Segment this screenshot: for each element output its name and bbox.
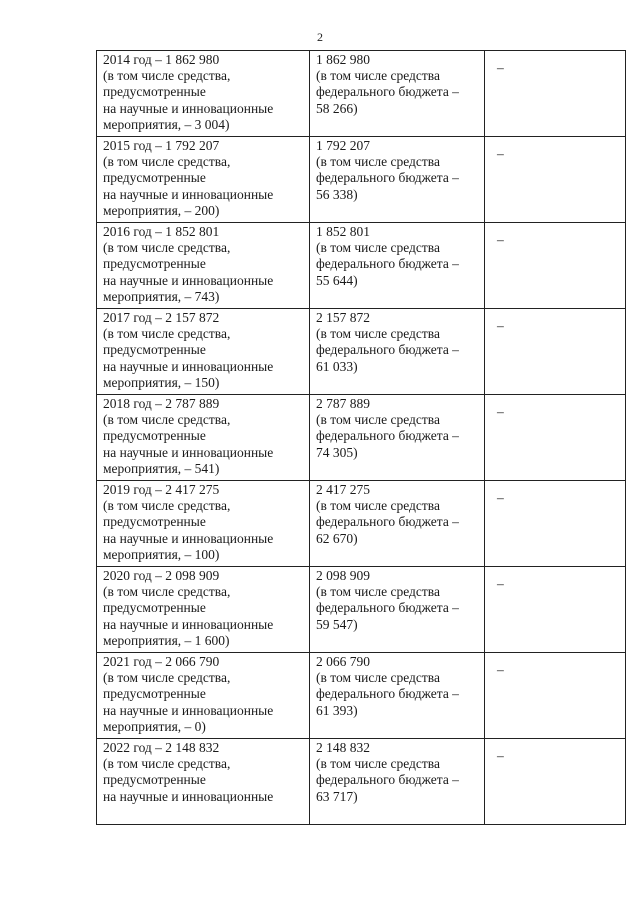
table-row (97, 137, 626, 223)
federal-budget-cell (310, 51, 485, 137)
year-total-cell (97, 481, 310, 567)
federal-budget-cell (310, 309, 485, 395)
federal-budget-line: (в том числе средства (316, 498, 440, 514)
year-total-line: на научные и инновационные (103, 616, 274, 632)
year-total-line: мероприятия, – 541) (103, 460, 220, 476)
other-source-cell (485, 739, 626, 825)
federal-budget-line: федерального бюджета – (316, 772, 459, 788)
dash-placeholder: – (497, 662, 504, 677)
year-total-line: предусмотренные (103, 686, 206, 702)
federal-budget-line: 59 547) (316, 616, 358, 632)
year-total-line: мероприятия, – 200) (103, 202, 220, 218)
year-total-line: 2016 год – 1 852 801 (103, 224, 220, 239)
year-total-line: предусмотренные (103, 256, 206, 272)
federal-budget-line: 61 393) (316, 702, 358, 718)
federal-budget-line: (в том числе средства (316, 412, 440, 428)
dash-placeholder: – (497, 60, 504, 75)
federal-budget-line: федерального бюджета – (316, 428, 459, 444)
dash-placeholder: – (497, 748, 504, 763)
budget-table (96, 50, 626, 825)
year-total-line: мероприятия, – 150) (103, 374, 220, 390)
other-source-cell (485, 395, 626, 481)
table-row (97, 567, 626, 653)
year-total-cell (97, 51, 310, 137)
federal-budget-line: 2 157 872 (316, 310, 370, 325)
year-total-line: (в том числе средства, (103, 584, 231, 600)
other-source-cell (485, 309, 626, 395)
year-total-line: (в том числе средства, (103, 68, 231, 84)
federal-budget-cell (310, 739, 485, 825)
dash-placeholder: – (497, 490, 504, 505)
year-total-line: 2022 год – 2 148 832 (103, 740, 220, 755)
table-row (97, 309, 626, 395)
table-body (97, 51, 626, 825)
year-total-line: на научные и инновационные (103, 272, 274, 288)
table-row (97, 223, 626, 309)
federal-budget-line: (в том числе средства (316, 756, 440, 772)
year-total-line: мероприятия, – 3 004) (103, 116, 230, 132)
federal-budget-line: 63 717) (316, 788, 358, 804)
federal-budget-cell (310, 395, 485, 481)
year-total-cell (97, 223, 310, 309)
federal-budget-line: федерального бюджета – (316, 686, 459, 702)
dash-placeholder: – (497, 146, 504, 161)
federal-budget-cell (310, 223, 485, 309)
year-total-line: 2014 год – 1 862 980 (103, 52, 220, 67)
other-source-cell (485, 137, 626, 223)
year-total-line: 2018 год – 2 787 889 (103, 396, 220, 411)
other-source-cell (485, 223, 626, 309)
federal-budget-line: 58 266) (316, 100, 358, 116)
federal-budget-line: федерального бюджета – (316, 170, 459, 186)
federal-budget-line: 2 098 909 (316, 568, 370, 583)
year-total-line: на научные и инновационные (103, 702, 274, 718)
other-source-cell (485, 51, 626, 137)
federal-budget-line: (в том числе средства (316, 584, 440, 600)
federal-budget-line: федерального бюджета – (316, 84, 459, 100)
year-total-cell (97, 309, 310, 395)
table-row (97, 481, 626, 567)
federal-budget-cell (310, 481, 485, 567)
year-total-line: предусмотренные (103, 772, 206, 788)
federal-budget-line: (в том числе средства (316, 240, 440, 256)
federal-budget-line: (в том числе средства (316, 326, 440, 342)
year-total-line: на научные и инновационные (103, 788, 274, 804)
other-source-cell (485, 653, 626, 739)
year-total-line: (в том числе средства, (103, 154, 231, 170)
year-total-line: (в том числе средства, (103, 326, 231, 342)
federal-budget-line: (в том числе средства (316, 670, 440, 686)
dash-placeholder: – (497, 576, 504, 591)
federal-budget-line: 2 787 889 (316, 396, 370, 411)
year-total-line: предусмотренные (103, 84, 206, 100)
year-total-line: 2021 год – 2 066 790 (103, 654, 220, 669)
year-total-line: на научные и инновационные (103, 444, 274, 460)
table-row (97, 395, 626, 481)
federal-budget-line: 74 305) (316, 444, 358, 460)
federal-budget-line: 2 417 275 (316, 482, 370, 497)
year-total-cell (97, 395, 310, 481)
year-total-line: 2020 год – 2 098 909 (103, 568, 220, 583)
federal-budget-line: 2 148 832 (316, 740, 370, 755)
year-total-line: мероприятия, – 100) (103, 546, 220, 562)
year-total-line: 2019 год – 2 417 275 (103, 482, 220, 497)
federal-budget-line: 1 792 207 (316, 138, 370, 153)
federal-budget-line: (в том числе средства (316, 154, 440, 170)
federal-budget-cell (310, 137, 485, 223)
other-source-cell (485, 481, 626, 567)
year-total-line: (в том числе средства, (103, 670, 231, 686)
dash-placeholder: – (497, 318, 504, 333)
federal-budget-line: федерального бюджета – (316, 600, 459, 616)
table-row (97, 739, 626, 825)
year-total-line: на научные и инновационные (103, 358, 274, 374)
year-total-line: мероприятия, – 0) (103, 718, 206, 734)
year-total-line: (в том числе средства, (103, 498, 231, 514)
year-total-cell (97, 739, 310, 825)
year-total-line: (в том числе средства, (103, 756, 231, 772)
year-total-line: (в том числе средства, (103, 412, 231, 428)
federal-budget-line: федерального бюджета – (316, 256, 459, 272)
year-total-line: предусмотренные (103, 600, 206, 616)
federal-budget-line: (в том числе средства (316, 68, 440, 84)
year-total-line: предусмотренные (103, 342, 206, 358)
year-total-cell (97, 567, 310, 653)
year-total-line: мероприятия, – 1 600) (103, 632, 230, 648)
dash-placeholder: – (497, 404, 504, 419)
federal-budget-cell (310, 653, 485, 739)
federal-budget-line: 55 644) (316, 272, 358, 288)
federal-budget-line: федерального бюджета – (316, 514, 459, 530)
year-total-line: предусмотренные (103, 514, 206, 530)
year-total-line: 2015 год – 1 792 207 (103, 138, 220, 153)
year-total-line: 2017 год – 2 157 872 (103, 310, 220, 325)
table-row (97, 51, 626, 137)
federal-budget-line: 62 670) (316, 530, 358, 546)
federal-budget-line: 1 862 980 (316, 52, 370, 67)
year-total-line: на научные и инновационные (103, 530, 274, 546)
year-total-line: (в том числе средства, (103, 240, 231, 256)
federal-budget-line: 56 338) (316, 186, 358, 202)
dash-placeholder: – (497, 232, 504, 247)
year-total-cell (97, 137, 310, 223)
page-number: 2 (317, 30, 323, 44)
federal-budget-line: 61 033) (316, 358, 358, 374)
year-total-cell (97, 653, 310, 739)
year-total-line: на научные и инновационные (103, 100, 274, 116)
other-source-cell (485, 567, 626, 653)
year-total-line: мероприятия, – 743) (103, 288, 220, 304)
year-total-line: на научные и инновационные (103, 186, 274, 202)
year-total-line: предусмотренные (103, 170, 206, 186)
year-total-line: предусмотренные (103, 428, 206, 444)
federal-budget-cell (310, 567, 485, 653)
federal-budget-line: 1 852 801 (316, 224, 370, 239)
federal-budget-line: 2 066 790 (316, 654, 370, 669)
table-row (97, 653, 626, 739)
federal-budget-line: федерального бюджета – (316, 342, 459, 358)
